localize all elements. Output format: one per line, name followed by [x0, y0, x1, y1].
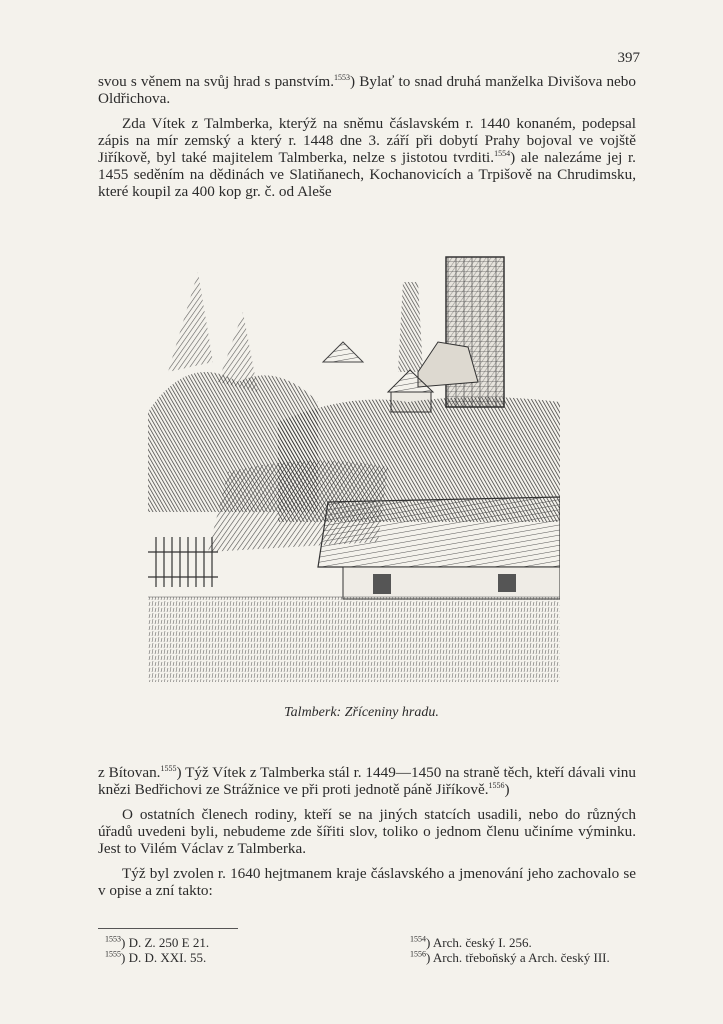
- castle-ruins-illustration: [148, 252, 560, 682]
- footnotes-right: [410, 935, 610, 965]
- footnote: $^{1554}$) Arch. český I. 256.: [410, 934, 532, 950]
- footnote-ref: 1554: [494, 148, 511, 158]
- bottom-text-block: [98, 764, 636, 899]
- paragraph-1: svou s věnem na svůj hrad s panstvím.$^{1553}$) Bylať to snad druhá manželka Divišova nebo Oldřichova.: [98, 72, 636, 107]
- paragraph-4: O ostatních členech rodiny, kteří se na jiných statcích usadili, nebo do různých úřadů uvedeni byli, nebudeme zde šířiti slov, toliko o jednom členu učiníme výminku. Jest to Vilém Václav z Talmberka.: [98, 806, 636, 857]
- top-text-block: [98, 73, 636, 200]
- figure-caption: Talmberk: Zříceniny hradu.: [284, 705, 439, 720]
- footnote: $^{1555}$) D. D. XXI. 55.: [105, 949, 207, 965]
- footnote-ref: 1556: [488, 780, 505, 790]
- footnote: $^{1553}$) D. Z. 250 E 21.: [105, 934, 210, 950]
- paragraph-3: z Bítovan.$^{1555}$) Týž Vítek z Talmberka stál r. 1449—1450 na straně těch, kteří dávali vinu knězi Bedřichovi ze Strážnice ve při proti jednotě páně Jiříkově.$^{1556}$): [98, 763, 636, 798]
- paragraph-5: Týž byl zvolen r. 1640 hejtmanem kraje čáslavského a jmenování jeho zachovalo se v opise a zní takto:: [98, 865, 636, 899]
- paragraph-2: Zda Vítek z Talmberka, kterýž na sněmu čáslavském r. 1440 konaném, podepsal zápis na mír zemský a který r. 1448 dne 3. září při dobytí Prahy bojoval ve vojště Jiříkově, byl také majitelem Talmberka, nelze s jistotou tvrditi.$^{1554}$) ale nalezáme jej r. 1455 seděním na dědinách ve Slatiňanech, Kochanovicích a Trpišově na Chrudimsku, které koupil za 400 kop gr. č. od Aleše: [98, 115, 636, 200]
- footnote-ref: 1555: [160, 763, 177, 773]
- footnote-ref: 1553: [334, 72, 351, 82]
- footnotes-left: [105, 935, 209, 965]
- footnote-divider: [98, 928, 238, 929]
- footnote: $^{1556}$) Arch. třeboňský a Arch. český III.: [410, 949, 610, 965]
- page-number: 397: [617, 50, 640, 66]
